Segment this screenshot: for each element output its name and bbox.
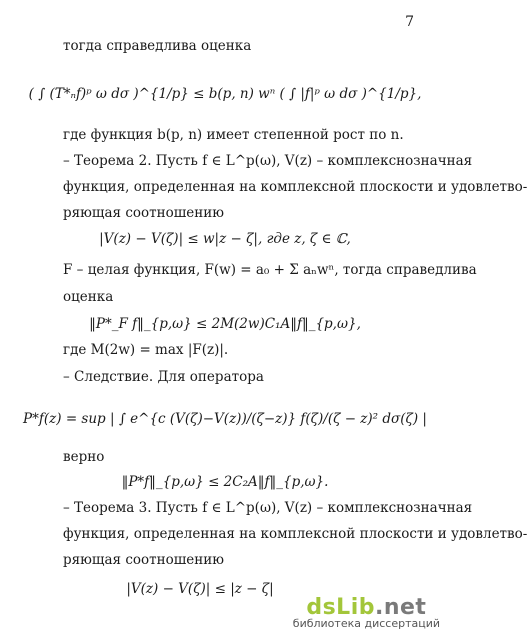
- equation-3: ‖P*_F f‖_{p,ω} ≤ 2M(2w)C₁A‖f‖_{p,ω},: [89, 316, 361, 332]
- equation-4: [0, 393, 450, 445]
- text-line: – Теорема 3. Пусть f ∈ L^p(ω), V(z) – комплекснозначная: [63, 500, 473, 516]
- logo-main: dsLib: [306, 595, 375, 620]
- dslib-watermark[interactable]: [293, 595, 440, 630]
- equation-2: |V(z) − V(ζ)| ≤ w|z − ζ|, где z, ζ ∈ ℂ,: [99, 231, 351, 247]
- text-line: – Теорема 2. Пусть f ∈ L^p(ω), V(z) – комплекснозначная: [63, 153, 473, 169]
- text-line: где M(2w) = max |F(z)|.: [63, 342, 229, 358]
- text-line: функция, определенная на комплексной плоскости и удовлетво-: [63, 526, 527, 542]
- text-line: ряющая соотношению: [63, 552, 225, 568]
- equation-6: |V(z) − V(ζ)| ≤ |z − ζ|: [126, 581, 274, 597]
- equation-5: ‖P*f‖_{p,ω} ≤ 2C₂A‖f‖_{p,ω}.: [121, 474, 329, 490]
- logo-tld: .net: [374, 595, 427, 620]
- text-line: ряющая соотношению: [63, 205, 225, 221]
- text-line: F – целая функция, F(w) = a₀ + Σ aₙwⁿ, тогда справедлива: [63, 262, 477, 278]
- text-line: оценка: [63, 289, 114, 305]
- page-number: 7: [405, 14, 414, 30]
- text-line: функция, определенная на комплексной плоскости и удовлетво-: [63, 179, 527, 195]
- equation-1-text: ( ∫ (T*ₙf)ᵖ ω dσ )^{1/p} ≤ b(p, n) wⁿ ( ∫ |f|ᵖ ω dσ )^{1/p},: [28, 86, 422, 102]
- text-line: тогда справедлива оценка: [63, 38, 252, 54]
- text-line: верно: [63, 449, 105, 465]
- equation-4-text: P*f(z) = sup | ∫ e^{c (V(ζ)−V(z))/(ζ−z)} f(ζ)/(ζ − z)² dσ(ζ) |: [23, 411, 427, 427]
- equation-1: [0, 62, 450, 126]
- watermark-caption: библиотека диссертаций: [292, 617, 440, 630]
- text-line: где функция b(p, n) имеет степенной рост по n.: [63, 127, 404, 143]
- text-line: – Следствие. Для оператора: [63, 369, 264, 385]
